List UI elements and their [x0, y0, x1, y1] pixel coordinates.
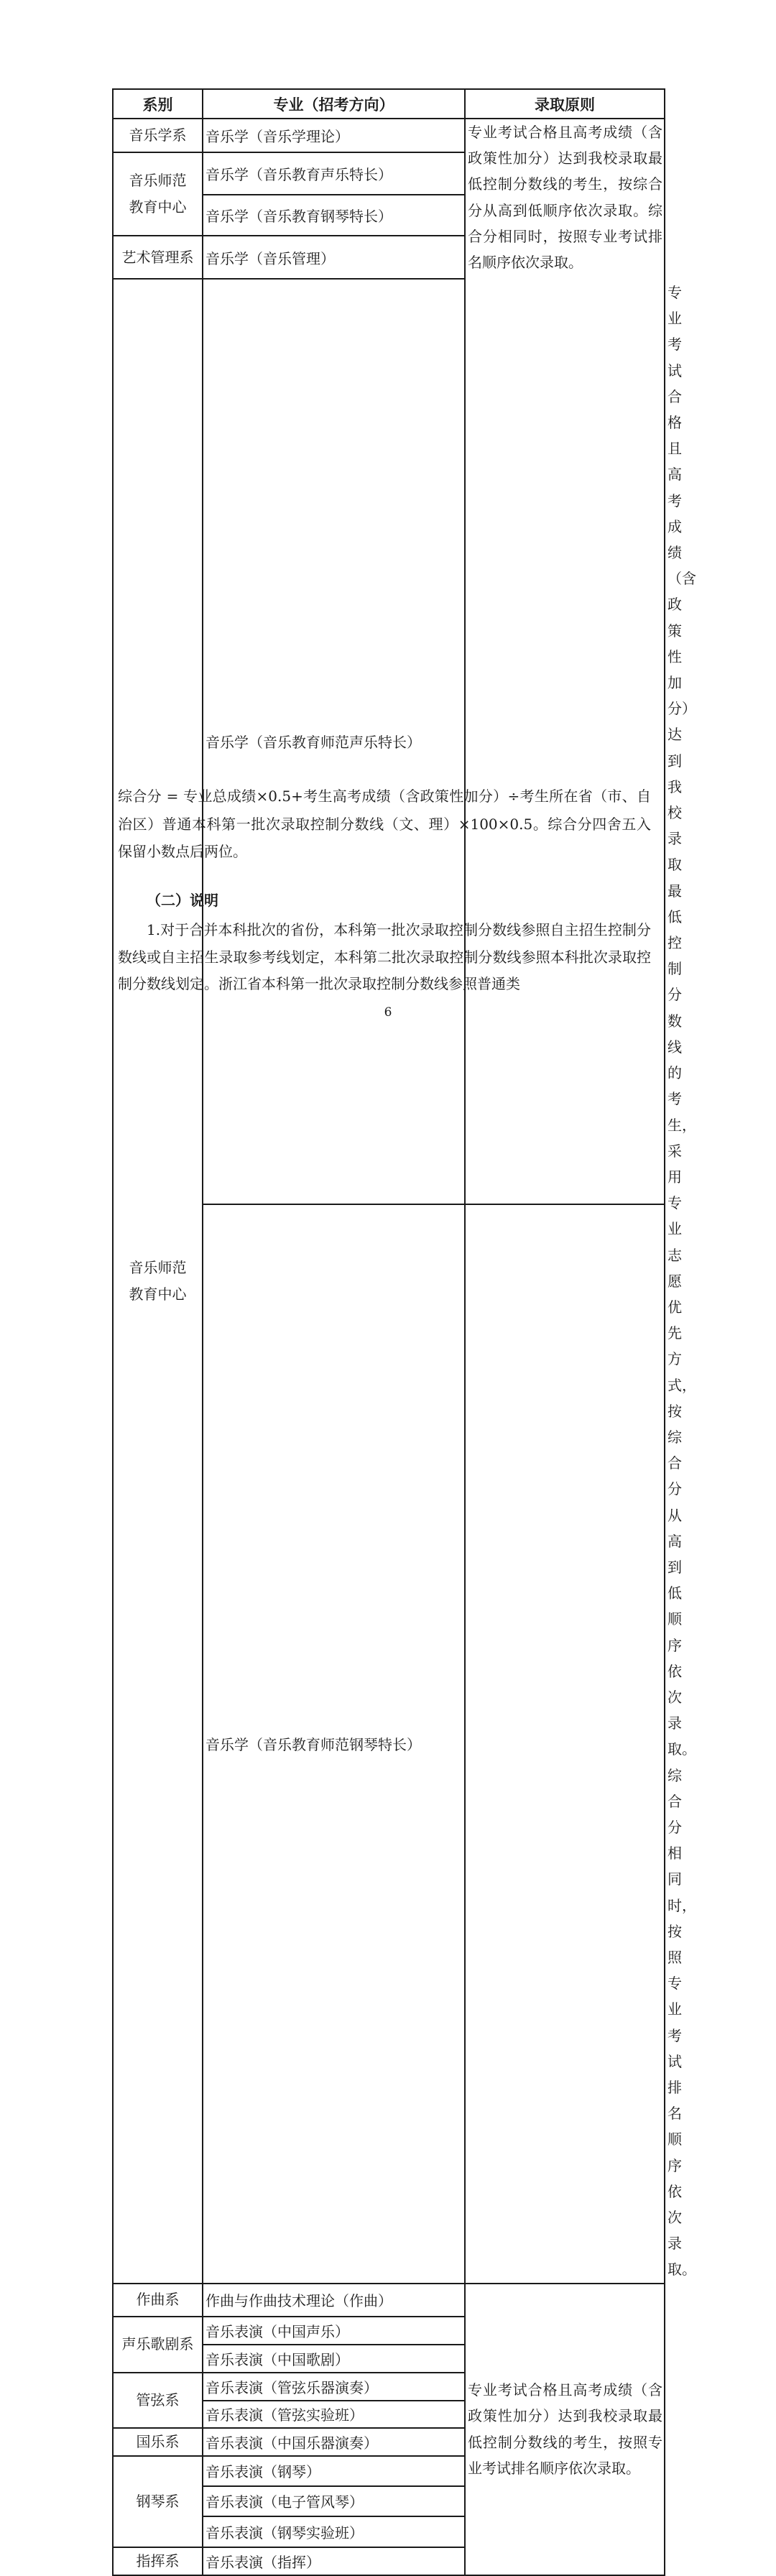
dept-cell: 声乐歌剧系 — [113, 2317, 203, 2373]
dept-cell: 作曲系 — [113, 2284, 203, 2317]
dept-cell: 指挥系 — [113, 2547, 203, 2575]
major-cell: 音乐表演（指挥） — [203, 2547, 465, 2575]
major-cell: 音乐表演（中国声乐） — [203, 2317, 465, 2345]
major-cell: 音乐学（音乐学理论） — [203, 119, 465, 152]
rule-text: 专业考试合格且高考成绩（含政策性加分）达到我校录取最低控制分数线的考生，按照专业考试排名顺序依次录取。 — [468, 2381, 662, 2477]
major-cell: 音乐表演（中国乐器演奏） — [203, 2428, 465, 2456]
dept-cell — [113, 152, 203, 236]
dept-cell: 钢琴系 — [113, 2456, 203, 2547]
major-cell: 作曲与作曲技术理论（作曲） — [203, 2284, 465, 2317]
rule-cell-1 — [465, 119, 665, 1204]
major-cell: 音乐表演（管弦乐器演奏） — [203, 2373, 465, 2401]
rule-cell-3 — [465, 2284, 665, 2575]
header-department: 系别 — [113, 89, 203, 119]
major-cell: 音乐表演（钢琴） — [203, 2456, 465, 2486]
admission-rules-table: 系别 专业（招考方向） 录取原则 音乐学系 音乐学（音乐学理论） 专业考试合格且高考成绩（含政策性加分）达到我校录取最低控制分数线的考生，按综合分从高到低顺序依次录取。综合分相同时，按照专业考试排名顺序依次录取。 音乐师范教育中心 音乐学（音乐教育声乐特长） 音乐学（音乐教育钢琴特长） 艺术管理系 音乐学（音乐管理） 音乐师范教育中心 音乐学（音乐教育师范声乐特长） 专业考试合格且高考成绩（含政策性加分）达到我校录取最低控制分数线的考生，采用专业志愿优先方式，按综合分从高到低顺序依次录取。综合分相同时，按照专业考试排名顺序依次录取。 音乐学（音乐教育师范钢琴特长） 作曲系 作曲与作曲技术理论（作曲） 专业考试合格且高考成绩（含政策性加分）达到我校录取最低控制分数线的考生，按照专业考试排名顺序依次录取。 声乐歌剧系 音乐表演（中国声乐） 音乐表演（中国歌剧） 管弦系 音乐表演（管弦乐器演奏） 音乐表演（管弦实验班） 国乐系 音乐表演（中国乐器演奏） 钢琴系 音乐表演（钢琴） 音乐表演（电子管风琴） 音乐表演（钢琴实验班） 指挥系 音乐表演（指挥） — [112, 88, 665, 2576]
section-title: （二）说明 — [147, 892, 218, 909]
dept-cell: 音乐学系 — [113, 119, 203, 152]
major-cell: 音乐学（音乐教育钢琴特长） — [203, 195, 465, 236]
dept-cell: 艺术管理系 — [113, 236, 203, 279]
dept-label: 音乐师范教育中心 — [129, 172, 187, 216]
dept-label: 音乐师范教育中心 — [129, 1258, 187, 1303]
major-cell: 音乐表演（钢琴实验班） — [203, 2516, 465, 2547]
major-cell: 音乐表演（管弦实验班） — [203, 2401, 465, 2428]
major-cell: 音乐学（音乐教育师范钢琴特长） — [203, 1204, 465, 2284]
dept-cell: 管弦系 — [113, 2373, 203, 2428]
header-admission-rule: 录取原则 — [465, 89, 665, 119]
rule-text: 专业考试合格且高考成绩（含政策性加分）达到我校录取最低控制分数线的考生，按综合分从高到低顺序依次录取。综合分相同时，按照专业考试排名顺序依次录取。 — [468, 124, 662, 272]
major-cell: 音乐学（音乐教育师范声乐特长） — [203, 279, 465, 1204]
major-cell: 音乐表演（电子管风琴） — [203, 2486, 465, 2516]
page-number: 6 — [384, 1005, 392, 1020]
header-major: 专业（招考方向） — [203, 89, 465, 119]
note-paragraph: 1.对于合并本科批次的省份，本科第一批次录取控制分数线参照自主招生控制分数线或自主招生录取参考线划定，本科第二批次录取控制分数线参照本科批次录取控制分数线划定。浙江省本科第一批次录取控制分数线参照普通类 — [118, 921, 651, 992]
major-cell: 音乐学（音乐管理） — [203, 236, 465, 279]
composite-score-formula: 综合分 = 专业总成绩×0.5+考生高考成绩（含政策性加分）÷考生所在省（市、自治区）普通本科第一批次录取控制分数线（文、理）×100×0.5。综合分四舍五入保留小数点后两位。 — [118, 788, 651, 860]
dept-cell: 国乐系 — [113, 2428, 203, 2456]
major-cell: 音乐学（音乐教育声乐特长） — [203, 152, 465, 195]
major-cell: 音乐表演（中国歌剧） — [203, 2345, 465, 2373]
dept-cell — [113, 279, 203, 2284]
